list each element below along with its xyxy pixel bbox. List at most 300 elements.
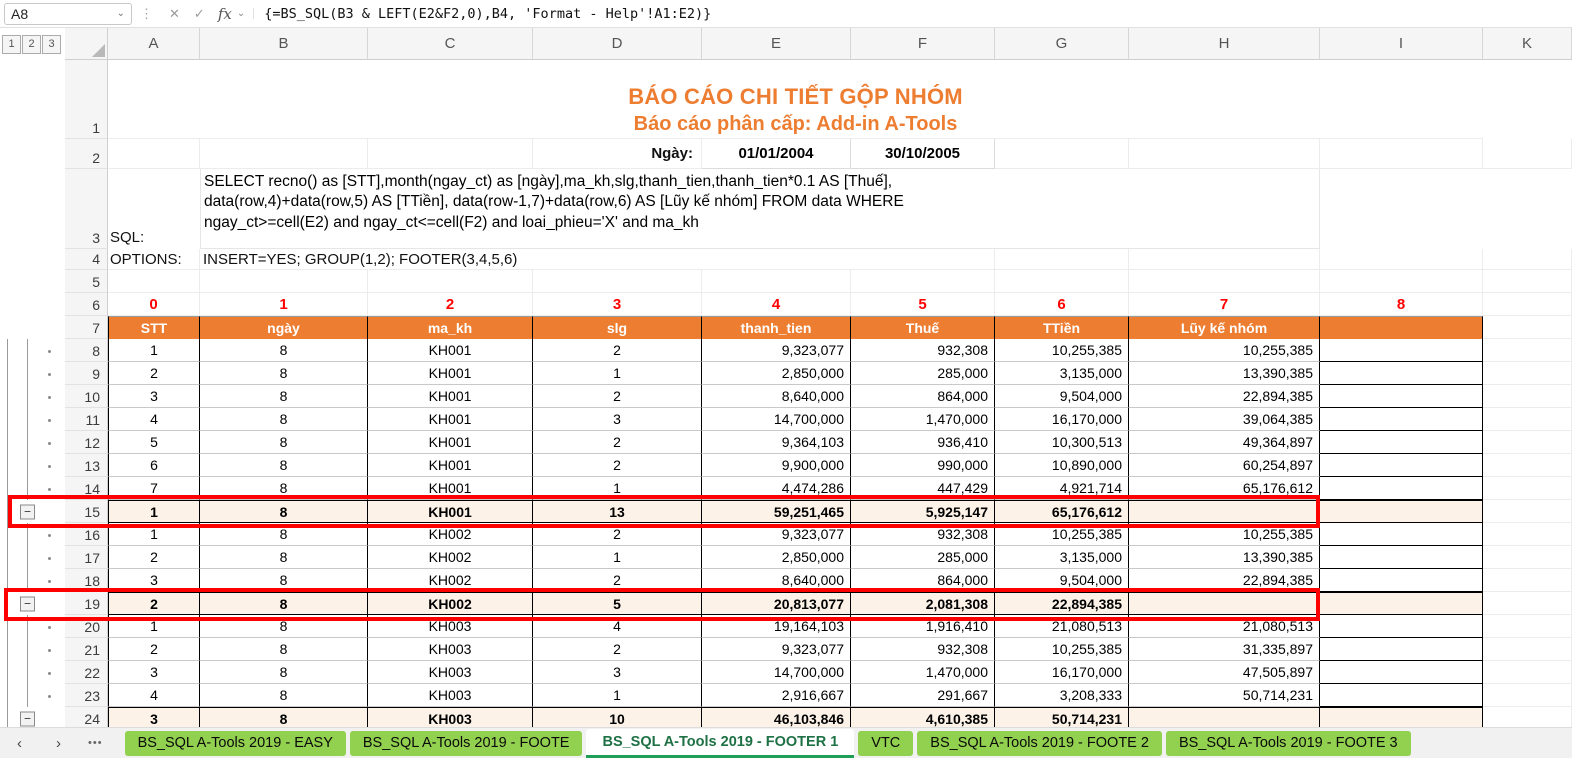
table-cell[interactable]: 2 (533, 431, 702, 454)
sheet-tab[interactable]: BS_SQL A-Tools 2019 - FOOTER 1 (586, 729, 854, 758)
outline-level-button-3[interactable]: 3 (42, 35, 61, 54)
row-number[interactable]: 5 (65, 270, 108, 293)
row-number[interactable]: 20 (65, 615, 108, 638)
sheet-row-11 (0, 408, 1572, 431)
table-cell[interactable]: 1,470,000 (851, 661, 995, 684)
row-number[interactable]: 23 (65, 684, 108, 707)
outline-gutter (0, 339, 65, 362)
table-cell[interactable]: 8,640,000 (702, 385, 851, 408)
table-cell[interactable]: 864,000 (851, 569, 995, 592)
table-cell[interactable]: KH001 (368, 500, 533, 523)
table-cell[interactable] (1129, 707, 1320, 727)
table-cell[interactable]: 1 (533, 546, 702, 569)
table-cell[interactable]: 14,700,000 (702, 408, 851, 431)
sheet-row-6 (0, 293, 1572, 316)
table-cell[interactable] (1320, 500, 1483, 523)
table-cell[interactable] (1320, 523, 1483, 546)
table-cell[interactable]: KH001 (368, 431, 533, 454)
cancel-icon[interactable]: ✕ (169, 5, 180, 21)
outline-detail-dot-icon (48, 350, 51, 353)
sheet-tab[interactable]: VTC (858, 731, 913, 756)
table-cell[interactable] (1483, 408, 1572, 431)
table-cell[interactable]: KH003 (368, 707, 533, 727)
table-cell[interactable] (1320, 408, 1483, 431)
field-number-cell[interactable]: 7 (1129, 293, 1320, 316)
table-cell[interactable]: 39,064,385 (1129, 408, 1320, 431)
column-header-G[interactable]: G (995, 28, 1129, 60)
outline-gutter (0, 362, 65, 385)
column-header-A[interactable]: A (108, 28, 200, 60)
row-number[interactable]: 12 (65, 431, 108, 454)
outline-detail-dot-icon (48, 488, 51, 491)
options-label-cell[interactable]: OPTIONS: (108, 249, 200, 270)
table-cell[interactable]: 49,364,897 (1129, 431, 1320, 454)
table-cell[interactable]: 1 (533, 684, 702, 707)
table-cell[interactable]: 2 (533, 523, 702, 546)
select-all-button[interactable] (65, 28, 108, 60)
table-cell[interactable] (1483, 431, 1572, 454)
sheet-tab[interactable]: BS_SQL A-Tools 2019 - FOOTE 3 (1166, 731, 1411, 756)
row-number[interactable]: 10 (65, 385, 108, 408)
table-cell[interactable] (1320, 477, 1483, 500)
row-number[interactable]: 3 (65, 169, 108, 249)
table-cell[interactable]: 10,300,513 (995, 431, 1129, 454)
table-header-cell[interactable]: TTiền (995, 316, 1129, 339)
table-cell[interactable]: 932,308 (851, 638, 995, 661)
table-cell[interactable]: 8 (200, 500, 368, 523)
table-cell[interactable]: 3 (108, 569, 200, 592)
sheet-tab[interactable]: BS_SQL A-Tools 2019 - FOOTE 2 (917, 731, 1162, 756)
table-cell[interactable]: 16,170,000 (995, 408, 1129, 431)
table-cell[interactable]: 8 (200, 385, 368, 408)
table-header-cell[interactable]: ngày (200, 316, 368, 339)
table-cell[interactable]: 864,000 (851, 385, 995, 408)
table-cell[interactable] (1483, 454, 1572, 477)
field-number-cell[interactable]: 4 (702, 293, 851, 316)
row-number[interactable]: 22 (65, 661, 108, 684)
table-cell[interactable]: 10,890,000 (995, 454, 1129, 477)
date-to-cell[interactable]: 30/10/2005 (851, 139, 995, 169)
table-cell[interactable]: 8 (200, 592, 368, 615)
table-cell[interactable]: 9,323,077 (702, 638, 851, 661)
table-cell[interactable]: 3 (533, 408, 702, 431)
row-number[interactable]: 11 (65, 408, 108, 431)
table-header-cell[interactable]: Lũy kế nhóm (1129, 316, 1320, 339)
outline-level1-line (7, 707, 8, 727)
table-cell[interactable]: 8 (200, 362, 368, 385)
table-cell[interactable]: KH002 (368, 523, 533, 546)
table-cell[interactable]: 1,470,000 (851, 408, 995, 431)
outline-gutter (0, 707, 65, 727)
row-number[interactable]: 1 (65, 60, 108, 139)
sheet-tab[interactable]: BS_SQL A-Tools 2019 - FOOTE (350, 731, 583, 756)
table-cell[interactable] (1483, 569, 1572, 592)
column-letters (108, 28, 1572, 60)
table-cell[interactable]: 3,135,000 (995, 546, 1129, 569)
table-cell[interactable]: KH002 (368, 592, 533, 615)
table-header-cells (108, 316, 1483, 339)
table-cell[interactable]: 3,135,000 (995, 362, 1129, 385)
table-cell[interactable]: KH001 (368, 339, 533, 362)
outline-level2-line (27, 684, 28, 707)
outline-gutter (0, 431, 65, 454)
table-cell[interactable]: 2 (533, 385, 702, 408)
table-cell[interactable]: 2,081,308 (851, 592, 995, 615)
table-cell[interactable] (1483, 592, 1572, 615)
table-cell[interactable]: 9,364,103 (702, 431, 851, 454)
table-cell[interactable] (1483, 362, 1572, 385)
table-cell[interactable]: 2 (108, 592, 200, 615)
options-value-cell[interactable]: INSERT=YES; GROUP(1,2); FOOTER(3,4,5,6) (200, 249, 995, 270)
outline-level2-line (27, 523, 28, 546)
field-number-cell[interactable]: 0 (108, 293, 200, 316)
outline-level2-line (27, 569, 28, 592)
table-cell[interactable] (1483, 684, 1572, 707)
prev-sheet-button[interactable]: ‹ (17, 734, 22, 752)
table-cell[interactable]: 2 (108, 546, 200, 569)
table-cell[interactable]: 8 (200, 661, 368, 684)
table-cell[interactable]: 285,000 (851, 362, 995, 385)
collapse-group-button[interactable]: − (20, 596, 35, 611)
outline-gutter (0, 523, 65, 546)
table-cell[interactable]: 8 (200, 638, 368, 661)
table-cell[interactable] (1483, 661, 1572, 684)
row-number[interactable]: 2 (65, 139, 108, 169)
column-header-H[interactable]: H (1129, 28, 1320, 60)
collapse-group-button[interactable]: − (20, 711, 35, 726)
table-cell[interactable]: 447,429 (851, 477, 995, 500)
row-number[interactable]: 8 (65, 339, 108, 362)
sheet-row-24 (0, 707, 1572, 727)
table-cell[interactable]: 2 (108, 362, 200, 385)
table-cell[interactable]: 9,323,077 (702, 523, 851, 546)
table-cell[interactable] (1320, 684, 1483, 707)
outline-level2-line (27, 454, 28, 477)
column-header-C[interactable]: C (368, 28, 533, 60)
table-cell[interactable]: 13 (533, 500, 702, 523)
table-cell[interactable]: 9,504,000 (995, 569, 1129, 592)
table-cell[interactable]: 3 (108, 661, 200, 684)
table-cell[interactable]: 8 (200, 431, 368, 454)
table-header-cell[interactable]: slg (533, 316, 702, 339)
table-cell[interactable]: 65,176,612 (1129, 477, 1320, 500)
table-cell[interactable] (1483, 477, 1572, 500)
table-cell[interactable]: 932,308 (851, 339, 995, 362)
more-sheets-icon[interactable]: ••• (88, 737, 103, 749)
table-cell[interactable]: 1 (108, 615, 200, 638)
table-cell[interactable]: 20,813,077 (702, 592, 851, 615)
field-number-cell[interactable]: 2 (368, 293, 533, 316)
table-cell[interactable] (1320, 339, 1483, 362)
row-number[interactable]: 19 (65, 592, 108, 615)
outline-level1-line (7, 454, 8, 477)
table-cell[interactable]: 1 (108, 500, 200, 523)
table-cell[interactable]: 8 (200, 707, 368, 727)
outline-level-buttons (0, 28, 65, 60)
table-cell[interactable]: 285,000 (851, 546, 995, 569)
sql-label-cell[interactable]: SQL: (110, 229, 145, 246)
outline-level1-line (7, 684, 8, 707)
table-cell[interactable]: 8 (200, 408, 368, 431)
row-number[interactable]: 9 (65, 362, 108, 385)
table-cell[interactable]: 4 (533, 615, 702, 638)
table-cell[interactable] (1320, 431, 1483, 454)
column-header-D[interactable]: D (533, 28, 702, 60)
table-cell[interactable]: 60,254,897 (1129, 454, 1320, 477)
table-cell[interactable]: 10 (533, 707, 702, 727)
name-box[interactable] (4, 3, 132, 25)
table-cell[interactable] (1320, 546, 1483, 569)
outline-detail-dot-icon (48, 465, 51, 468)
table-cell[interactable]: 8 (200, 523, 368, 546)
table-cell[interactable]: 8,640,000 (702, 569, 851, 592)
table-header-cell[interactable] (1320, 316, 1483, 339)
table-cell[interactable]: 31,335,897 (1129, 638, 1320, 661)
table-cell[interactable] (1483, 500, 1572, 523)
table-cell[interactable]: 10,255,385 (1129, 339, 1320, 362)
table-cell[interactable]: 19,164,103 (702, 615, 851, 638)
table-cell[interactable]: KH001 (368, 454, 533, 477)
table-cell[interactable]: 2 (533, 569, 702, 592)
table-cell[interactable]: 1,916,410 (851, 615, 995, 638)
table-cell[interactable] (1129, 500, 1320, 523)
outline-level2-line (27, 638, 28, 661)
table-cell[interactable]: 13,390,385 (1129, 546, 1320, 569)
table-cell[interactable]: KH002 (368, 546, 533, 569)
table-cell[interactable]: 1 (108, 523, 200, 546)
table-cell[interactable] (1320, 385, 1483, 408)
column-header-B[interactable]: B (200, 28, 368, 60)
sheet-row-21 (0, 638, 1572, 661)
table-cell[interactable]: 4,921,714 (995, 477, 1129, 500)
table-cell[interactable]: 13,390,385 (1129, 362, 1320, 385)
outline-level1-line (7, 592, 8, 615)
table-cell[interactable]: 2 (533, 339, 702, 362)
sheet-row-18 (0, 569, 1572, 592)
table-cell[interactable]: 8 (200, 569, 368, 592)
column-header-F[interactable]: F (851, 28, 995, 60)
table-cell[interactable] (1320, 362, 1483, 385)
table-cell[interactable]: 4,474,286 (702, 477, 851, 500)
table-cell[interactable] (1483, 615, 1572, 638)
sheet-row-20 (0, 615, 1572, 638)
formula-input[interactable]: {=BS_SQL(B3 & LEFT(E2&F2,0),B4, 'Format - Help'!A1:E2)} (264, 5, 712, 22)
table-cell[interactable]: 5,925,147 (851, 500, 995, 523)
table-cell[interactable] (1320, 592, 1483, 615)
field-number-cell[interactable]: 1 (200, 293, 368, 316)
table-cell[interactable]: 9,323,077 (702, 339, 851, 362)
table-cell[interactable]: 22,894,385 (995, 592, 1129, 615)
table-cell[interactable]: 10,255,385 (995, 523, 1129, 546)
table-cell[interactable]: 3 (533, 661, 702, 684)
table-cell[interactable]: 8 (200, 615, 368, 638)
field-number-cell[interactable]: 6 (995, 293, 1129, 316)
sheet-row-4 (0, 249, 1572, 270)
table-cell[interactable] (1320, 615, 1483, 638)
outline-gutter (0, 454, 65, 477)
table-header-cell[interactable]: STT (108, 316, 200, 339)
table-cell[interactable] (1320, 707, 1483, 727)
next-sheet-button[interactable]: › (56, 734, 61, 752)
outline-level-button-1[interactable]: 1 (2, 35, 21, 54)
outline-gutter (0, 592, 65, 615)
enter-icon[interactable]: ✓ (193, 5, 205, 21)
table-cell[interactable]: 2,916,667 (702, 684, 851, 707)
table-cell[interactable]: 47,505,897 (1129, 661, 1320, 684)
table-cell[interactable]: KH002 (368, 569, 533, 592)
sheet-row-2 (0, 139, 1572, 169)
table-cell[interactable]: 3 (108, 385, 200, 408)
column-header-I[interactable]: I (1320, 28, 1483, 60)
row-number[interactable]: 17 (65, 546, 108, 569)
table-cell[interactable]: 1 (533, 362, 702, 385)
table-cell[interactable]: KH001 (368, 385, 533, 408)
outline-level1-line (7, 546, 8, 569)
table-cell[interactable]: 4 (108, 684, 200, 707)
table-cell[interactable]: KH003 (368, 638, 533, 661)
table-cell[interactable]: 22,894,385 (1129, 385, 1320, 408)
table-cell[interactable]: KH001 (368, 477, 533, 500)
table-cell[interactable]: 9,900,000 (702, 454, 851, 477)
table-cell[interactable]: 3 (108, 707, 200, 727)
outline-gutter (0, 661, 65, 684)
table-cell[interactable]: KH001 (368, 362, 533, 385)
field-number-cell[interactable]: 8 (1320, 293, 1483, 316)
row-number[interactable]: 18 (65, 569, 108, 592)
sheet-tabs (125, 729, 1415, 758)
row-number[interactable]: 16 (65, 523, 108, 546)
formula-bar-resize-handle[interactable]: ⋮ (140, 5, 154, 21)
table-cell[interactable] (1320, 454, 1483, 477)
table-cell[interactable]: 932,308 (851, 523, 995, 546)
table-cell[interactable] (1483, 707, 1572, 727)
row-number[interactable]: 7 (65, 316, 108, 339)
sheet-row-1 (0, 60, 1572, 139)
table-cell[interactable]: 10,255,385 (1129, 523, 1320, 546)
table-cell[interactable] (1483, 523, 1572, 546)
table-cell[interactable]: KH003 (368, 661, 533, 684)
table-cell[interactable]: 10,255,385 (995, 339, 1129, 362)
column-header-E[interactable]: E (702, 28, 851, 60)
table-cell[interactable]: 8 (200, 477, 368, 500)
chevron-down-icon: ⌄ (235, 8, 254, 19)
sql-query-cell[interactable] (200, 169, 1320, 249)
outline-gutter (0, 477, 65, 500)
table-cell[interactable]: 2,850,000 (702, 362, 851, 385)
table-cell[interactable]: 6 (108, 454, 200, 477)
table-cell[interactable] (1483, 385, 1572, 408)
table-cell[interactable]: 4,610,385 (851, 707, 995, 727)
table-cell[interactable]: 21,080,513 (1129, 615, 1320, 638)
table-cell[interactable]: 1 (533, 477, 702, 500)
row-number[interactable]: 14 (65, 477, 108, 500)
row-number[interactable]: 21 (65, 638, 108, 661)
table-cell[interactable] (1320, 661, 1483, 684)
outline-level2-line (27, 408, 28, 431)
table-cell[interactable]: 936,410 (851, 431, 995, 454)
table-cell[interactable]: 2 (533, 638, 702, 661)
table-cell[interactable] (1320, 569, 1483, 592)
table-cell[interactable] (1129, 592, 1320, 615)
table-cell[interactable]: 14,700,000 (702, 661, 851, 684)
row-number[interactable]: 6 (65, 293, 108, 316)
outline-level2-line (27, 431, 28, 454)
table-cell[interactable] (1483, 339, 1572, 362)
table-cell[interactable]: KH001 (368, 408, 533, 431)
table-cell[interactable]: 291,667 (851, 684, 995, 707)
outline-level1-line (7, 638, 8, 661)
table-cell[interactable]: 5 (533, 592, 702, 615)
table-cell[interactable]: 21,080,513 (995, 615, 1129, 638)
table-cell[interactable]: 9,504,000 (995, 385, 1129, 408)
table-cell[interactable]: 8 (200, 339, 368, 362)
table-header-cell[interactable]: ma_kh (368, 316, 533, 339)
row-number[interactable]: 15 (65, 500, 108, 523)
sheet-tab[interactable]: BS_SQL A-Tools 2019 - EASY (125, 731, 346, 756)
table-cell[interactable]: 50,714,231 (995, 707, 1129, 727)
outline-detail-dot-icon (48, 649, 51, 652)
date-label-cell[interactable]: Ngày: (533, 139, 702, 169)
outline-level-button-2[interactable]: 2 (22, 35, 41, 54)
table-cell[interactable]: 7 (108, 477, 200, 500)
table-cell[interactable] (1483, 546, 1572, 569)
table-cell[interactable]: 2 (108, 638, 200, 661)
table-cell[interactable]: 22,894,385 (1129, 569, 1320, 592)
table-cell[interactable]: 46,103,846 (702, 707, 851, 727)
insert-function-icon[interactable]: fx (217, 4, 232, 23)
table-cell[interactable]: 10,255,385 (995, 638, 1129, 661)
table-cell[interactable]: 3,208,333 (995, 684, 1129, 707)
table-header-cell[interactable]: Thuế (851, 316, 995, 339)
outline-level1-line (7, 339, 8, 362)
table-cell[interactable]: KH003 (368, 684, 533, 707)
table-cell[interactable]: 59,251,465 (702, 500, 851, 523)
row-number[interactable]: 13 (65, 454, 108, 477)
table-cell[interactable]: 4 (108, 408, 200, 431)
table-cell[interactable]: 2,850,000 (702, 546, 851, 569)
table-cell[interactable]: 8 (200, 546, 368, 569)
table-cell[interactable] (1483, 638, 1572, 661)
table-cell[interactable]: 8 (200, 684, 368, 707)
table-cell[interactable]: 65,176,612 (995, 500, 1129, 523)
table-cell[interactable]: 50,714,231 (1129, 684, 1320, 707)
sheet-row-3 (0, 169, 1572, 249)
collapse-group-button[interactable]: − (20, 504, 35, 519)
table-cell[interactable]: 990,000 (851, 454, 995, 477)
report-title-cell[interactable] (108, 60, 1483, 139)
column-header-K[interactable]: K (1483, 28, 1572, 60)
table-cell[interactable]: 8 (200, 454, 368, 477)
table-cell[interactable]: 5 (108, 431, 200, 454)
report-title: BÁO CÁO CHI TIẾT GỘP NHÓM (628, 84, 963, 109)
table-header-cell[interactable]: thanh_tien (702, 316, 851, 339)
table-cell[interactable]: 2 (533, 454, 702, 477)
row-number[interactable]: 24 (65, 707, 108, 727)
table-cell[interactable]: 16,170,000 (995, 661, 1129, 684)
outline-detail-dot-icon (48, 396, 51, 399)
table-cell[interactable] (1320, 638, 1483, 661)
field-number-cell[interactable]: 3 (533, 293, 702, 316)
sheet-row-23 (0, 684, 1572, 707)
date-from-cell[interactable]: 01/01/2004 (702, 139, 851, 169)
table-cell[interactable]: 1 (108, 339, 200, 362)
field-number-cell[interactable]: 5 (851, 293, 995, 316)
outline-detail-dot-icon (48, 695, 51, 698)
field-number-cells (108, 293, 1483, 316)
row-number[interactable]: 4 (65, 249, 108, 270)
sheet-row-10 (0, 385, 1572, 408)
table-cell[interactable]: KH003 (368, 615, 533, 638)
